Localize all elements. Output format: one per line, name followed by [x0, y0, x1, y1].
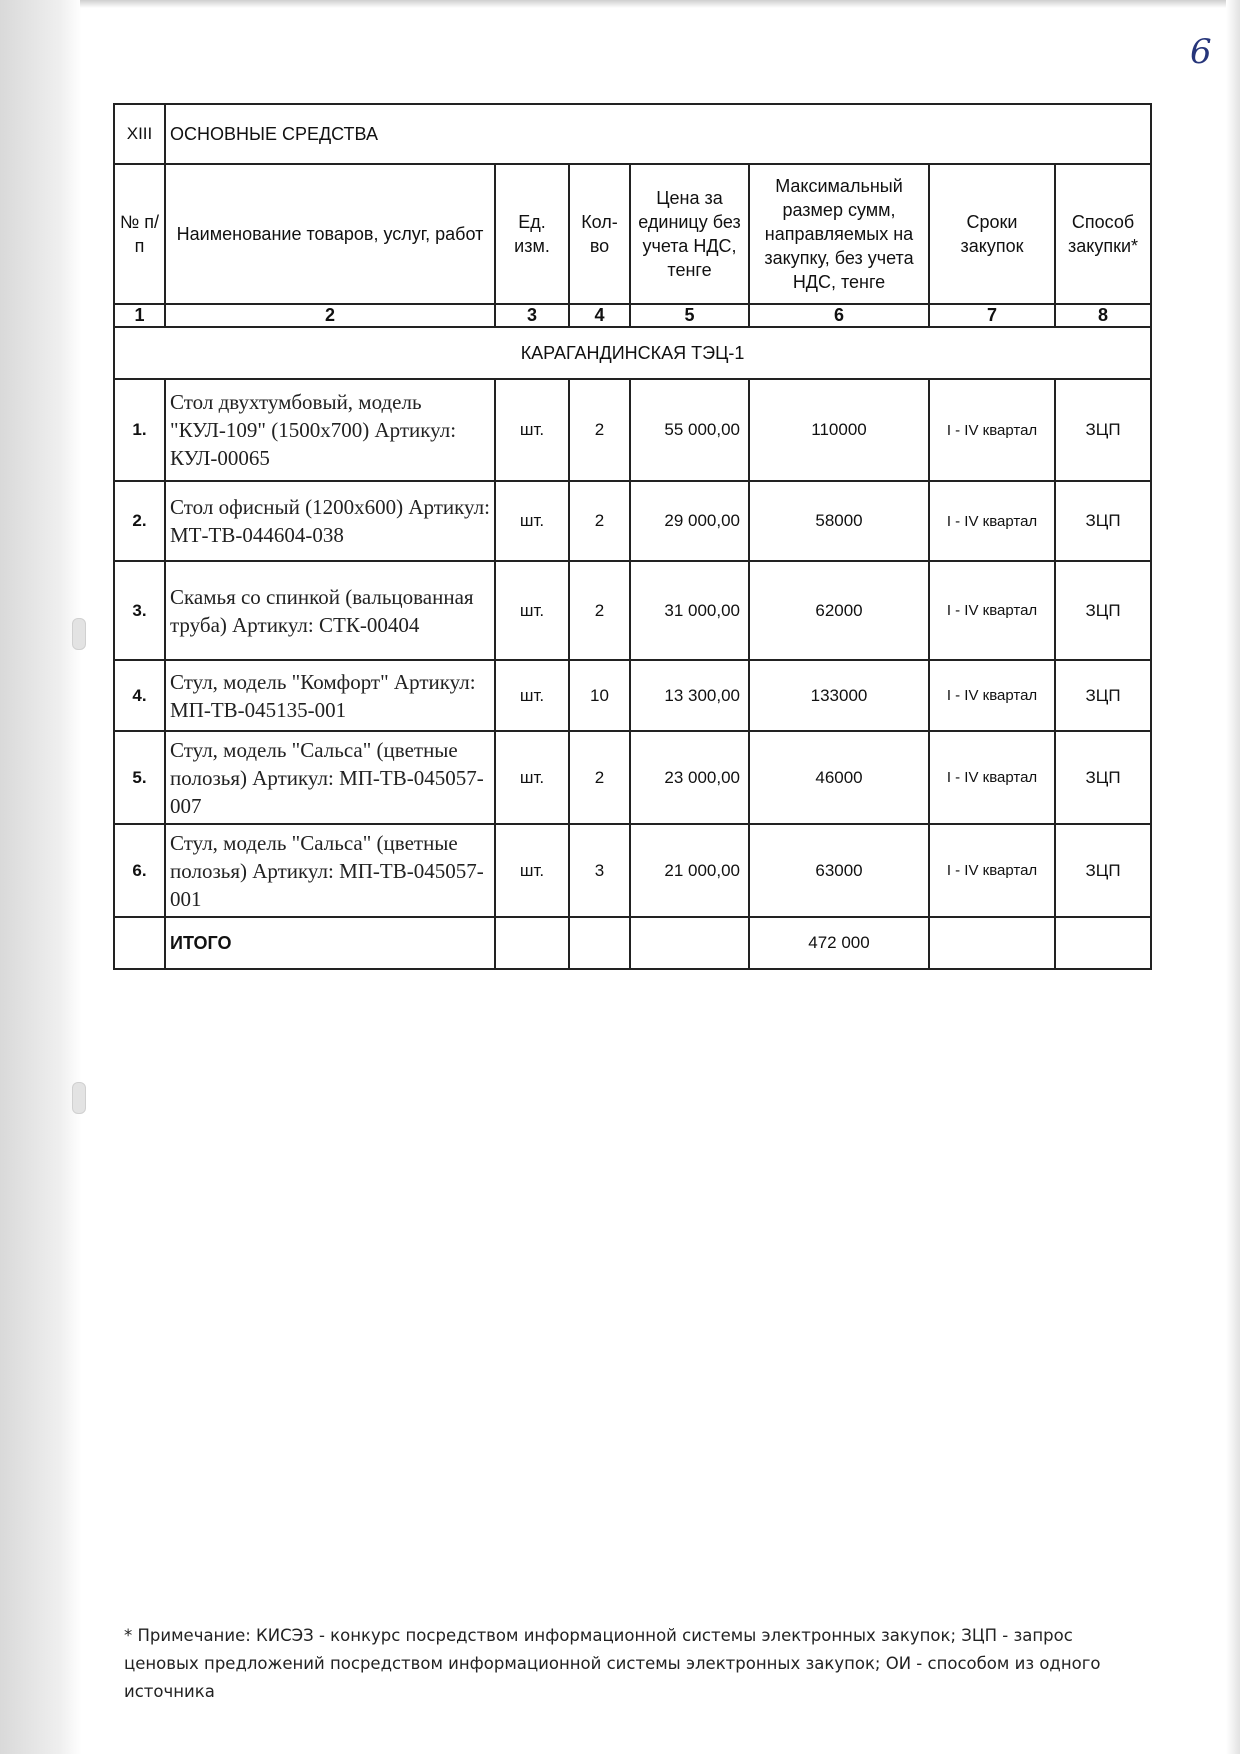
row-qty: 2	[569, 481, 630, 561]
row-unit-price: 21 000,00	[630, 824, 749, 917]
row-unit: шт.	[495, 824, 569, 917]
table-row	[114, 561, 1151, 660]
row-method: ЗЦП	[1055, 379, 1151, 481]
header-row	[114, 164, 1151, 304]
column-number-row	[114, 304, 1151, 327]
row-name: Стол двухтумбовый, модель "КУЛ-109" (1500х700) Артикул: КУЛ-00065	[165, 379, 495, 481]
header-max-amount: Максимальный размер сумм, направляемых на закупку, без учета НДС, тенге	[749, 164, 929, 304]
group-title: КАРАГАНДИНСКАЯ ТЭЦ-1	[114, 327, 1151, 379]
column-number: 4	[569, 304, 630, 327]
row-max-amount: 63000	[749, 824, 929, 917]
total-label: ИТОГО	[165, 917, 495, 969]
row-name: Стул, модель "Сальса" (цветные полозья) Артикул: МП-ТВ-045057-001	[165, 824, 495, 917]
row-unit: шт.	[495, 561, 569, 660]
row-period: I - IV квартал	[929, 481, 1055, 561]
table-row	[114, 481, 1151, 561]
section-title: ОСНОВНЫЕ СРЕДСТВА	[165, 104, 1151, 164]
column-number: 6	[749, 304, 929, 327]
section-row	[114, 104, 1151, 164]
row-qty: 2	[569, 731, 630, 824]
row-unit: шт.	[495, 481, 569, 561]
footnote: * Примечание: КИСЭЗ - конкурс посредством информационной системы электронных закупок; ЗЦП - запрос ценовых предложений посредством информационной системы электронных закупок; ОИ - способом из одного источника	[124, 1626, 1101, 1701]
row-index: 1.	[114, 379, 165, 481]
row-method: ЗЦП	[1055, 481, 1151, 561]
total-empty-cell	[1055, 917, 1151, 969]
total-amount: 472 000	[749, 917, 929, 969]
total-empty-cell	[630, 917, 749, 969]
punch-hole	[72, 1082, 86, 1114]
column-number: 2	[165, 304, 495, 327]
header-unit-price: Цена за единицу без учета НДС, тенге	[630, 164, 749, 304]
total-empty-cell	[495, 917, 569, 969]
row-index: 5.	[114, 731, 165, 824]
handwritten-page-number: 6	[1190, 32, 1212, 72]
row-index: 3.	[114, 561, 165, 660]
row-unit-price: 31 000,00	[630, 561, 749, 660]
column-number: 8	[1055, 304, 1151, 327]
row-max-amount: 110000	[749, 379, 929, 481]
total-row	[114, 917, 1151, 969]
row-name: Стул, модель "Сальса" (цветные полозья) Артикул: МП-ТВ-045057-007	[165, 731, 495, 824]
row-method: ЗЦП	[1055, 561, 1151, 660]
row-max-amount: 58000	[749, 481, 929, 561]
row-qty: 2	[569, 561, 630, 660]
row-qty: 3	[569, 824, 630, 917]
table-row	[114, 731, 1151, 824]
row-period: I - IV квартал	[929, 824, 1055, 917]
row-unit-price: 29 000,00	[630, 481, 749, 561]
row-method: ЗЦП	[1055, 660, 1151, 731]
row-unit-price: 13 300,00	[630, 660, 749, 731]
header-index: № п/п	[114, 164, 165, 304]
scan-right-edge	[1226, 0, 1240, 1754]
row-method: ЗЦП	[1055, 731, 1151, 824]
table-row	[114, 660, 1151, 731]
row-period: I - IV квартал	[929, 379, 1055, 481]
row-period: I - IV квартал	[929, 561, 1055, 660]
total-empty-cell	[114, 917, 165, 969]
row-name: Скамья со спинкой (вальцованная труба) Артикул: СТК-00404	[165, 561, 495, 660]
row-max-amount: 62000	[749, 561, 929, 660]
row-index: 4.	[114, 660, 165, 731]
table-row	[114, 824, 1151, 917]
punch-hole	[72, 618, 86, 650]
column-number: 1	[114, 304, 165, 327]
row-index: 6.	[114, 824, 165, 917]
row-max-amount: 133000	[749, 660, 929, 731]
total-empty-cell	[569, 917, 630, 969]
scan-top-edge	[80, 0, 1240, 8]
header-method: Способ закупки*	[1055, 164, 1151, 304]
row-qty: 2	[569, 379, 630, 481]
row-unit-price: 55 000,00	[630, 379, 749, 481]
scan-left-edge	[0, 0, 82, 1754]
row-index: 2.	[114, 481, 165, 561]
row-name: Стул, модель "Комфорт" Артикул: МП-ТВ-045135-001	[165, 660, 495, 731]
row-unit-price: 23 000,00	[630, 731, 749, 824]
row-name: Стол офисный (1200х600) Артикул: МТ-ТВ-044604-038	[165, 481, 495, 561]
row-method: ЗЦП	[1055, 824, 1151, 917]
group-row	[114, 327, 1151, 379]
row-period: I - IV квартал	[929, 731, 1055, 824]
row-max-amount: 46000	[749, 731, 929, 824]
column-number: 7	[929, 304, 1055, 327]
header-qty: Кол-во	[569, 164, 630, 304]
row-unit: шт.	[495, 379, 569, 481]
row-period: I - IV квартал	[929, 660, 1055, 731]
row-qty: 10	[569, 660, 630, 731]
procurement-table	[113, 103, 1152, 970]
header-name: Наименование товаров, услуг, работ	[165, 164, 495, 304]
table-row	[114, 379, 1151, 481]
row-unit: шт.	[495, 731, 569, 824]
header-unit: Ед. изм.	[495, 164, 569, 304]
row-unit: шт.	[495, 660, 569, 731]
header-period: Сроки закупок	[929, 164, 1055, 304]
total-empty-cell	[929, 917, 1055, 969]
column-number: 5	[630, 304, 749, 327]
section-number: XIII	[114, 104, 165, 164]
column-number: 3	[495, 304, 569, 327]
